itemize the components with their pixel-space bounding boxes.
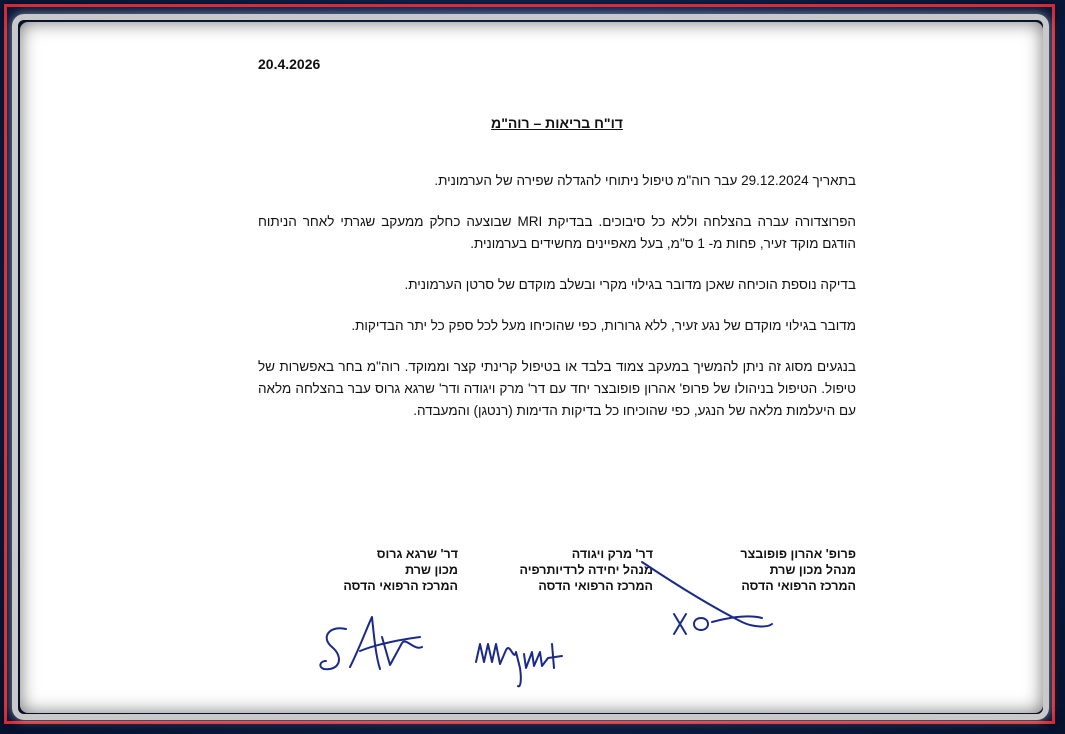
signatory-role: מנהל מכון שרת [769,563,856,577]
paragraph: הפרוצדורה עברה בהצלחה וללא כל סיבוכים. בבדיקת MRI שבוצעה כחלק ממעקב שגרתי לאחר הניתוח הודגם מוקד זעיר, פחות מ- 1 ס"מ, בעל מאפיינים מחשידים בערמונית. [258,214,856,251]
signatory-institution: המרכז הרפואי הדסה [741,579,856,593]
signatory-vigoda [473,546,653,594]
signatory-institution: המרכז הרפואי הדסה [343,579,458,593]
signatory-name: דר' מרק ויגודה [571,547,653,561]
signature-vigoda [470,622,580,692]
paragraph: בנגעים מסוג זה ניתן להמשיך במעקב צמוד בלבד או בטיפול קרינתי קצר וממוקד. רוה"מ בחר באפשרות של טיפול. הטיפול בניהולו של פרופ' אהרון פופובצר יחד עם דר' מרק ויגודה ודר' שרגא גרוס עבר בהצלחה מלאה עם היעלמות מלאה של הנגע, כפי שהוכיחו כל בדיקות הדימות (רנטגן) והמעבדה. [258,359,856,418]
paragraph: מדובר בגילוי מוקדם של נגע זעיר, ללא גרורות, כפי שהוכיחו מעל לכל ספק כל יתר הבדיקות. [351,318,856,333]
signatory-role: מכון שרת [405,563,458,577]
signature-popovtzer [632,552,792,642]
document-page [20,22,1043,713]
document-date: 20.4.2026 [258,56,321,72]
paragraph: בתאריך 29.12.2024 עבר רוה"מ טיפול ניתוחי להגדלה שפירה של הערמונית. [434,173,856,188]
signatory-name: דר' שרגא גרוס [376,547,458,561]
signature-gross [310,607,430,687]
signatory-institution: המרכז הרפואי הדסה [538,579,653,593]
signatory-role: מנהל יחידה לרדיותרפיה [519,563,653,577]
paragraph: בדיקה נוספת הוכיחה שאכן מדובר בגילוי מקרי ובשלב מוקדם של סרטן הערמונית. [404,277,856,292]
signatory-name: פרופ' אהרון פופובצר [740,547,856,561]
document-text [258,170,856,441]
signatory-gross [278,546,458,594]
document-title: דו"ח בריאות – רוה"מ [491,115,623,131]
